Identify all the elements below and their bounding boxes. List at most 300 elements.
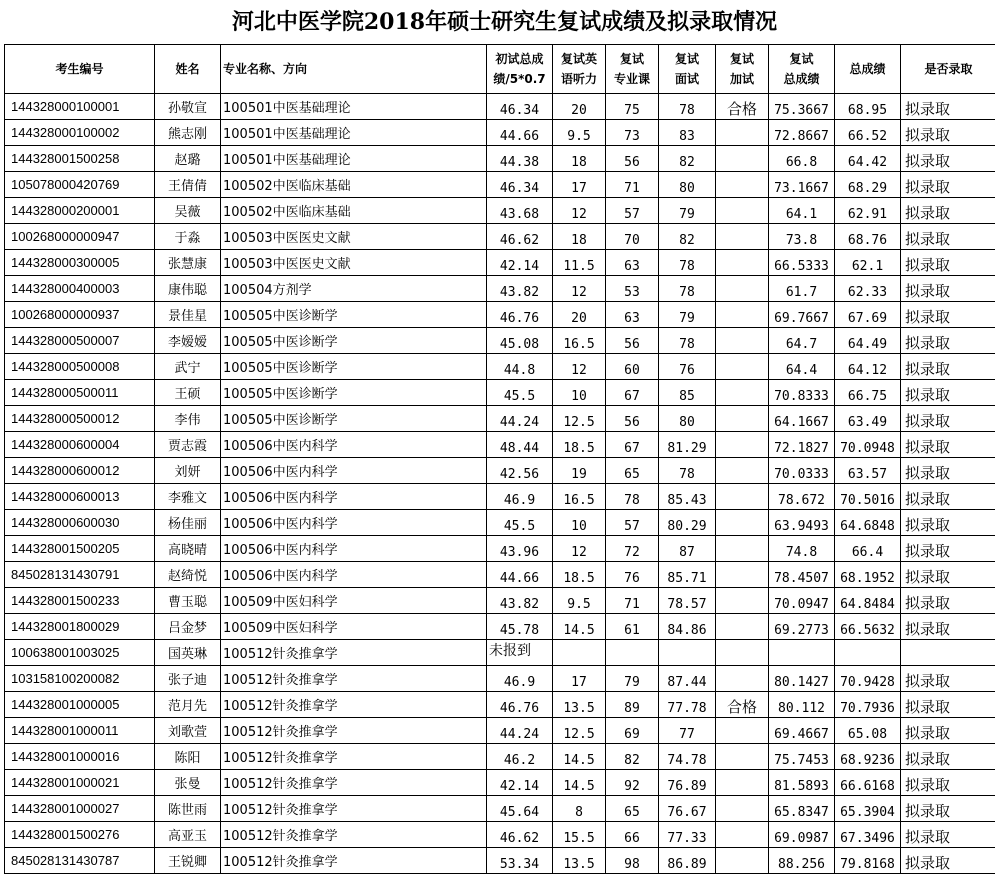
cell-specialty[interactable]: 57 <box>606 510 659 536</box>
cell-major[interactable]: 100503中医医史文献 <box>221 224 487 250</box>
cell-initial[interactable]: 42.56 <box>487 458 553 484</box>
cell-total[interactable]: 66.6168 <box>835 770 901 796</box>
cell-total[interactable]: 70.0948 <box>835 432 901 458</box>
cell-specialty[interactable]: 92 <box>606 770 659 796</box>
cell-admit[interactable]: 拟录取 <box>901 848 995 874</box>
cell-specialty[interactable]: 76 <box>606 562 659 588</box>
cell-initial[interactable]: 46.9 <box>487 666 553 692</box>
table-row[interactable] <box>5 796 995 822</box>
cell-english[interactable]: 12 <box>553 198 606 224</box>
table-row[interactable] <box>5 432 995 458</box>
cell-id[interactable]: 144328000500011 <box>5 380 155 406</box>
cell-major[interactable]: 100503中医医史文献 <box>221 250 487 276</box>
table-row[interactable] <box>5 718 995 744</box>
cell-id[interactable]: 144328000600012 <box>5 458 155 484</box>
cell-retest-total[interactable]: 73.8 <box>769 224 835 250</box>
cell-english[interactable]: 16.5 <box>553 484 606 510</box>
cell-interview[interactable]: 86.89 <box>659 848 716 874</box>
cell-retest-total[interactable]: 73.1667 <box>769 172 835 198</box>
cell-initial[interactable]: 42.14 <box>487 250 553 276</box>
cell-specialty[interactable]: 67 <box>606 380 659 406</box>
cell-name[interactable]: 李伟 <box>155 406 221 432</box>
cell-english[interactable]: 11.5 <box>553 250 606 276</box>
cell-major[interactable]: 100506中医内科学 <box>221 510 487 536</box>
cell-admit[interactable] <box>901 640 995 666</box>
cell-name[interactable]: 刘歌萱 <box>155 718 221 744</box>
cell-interview[interactable]: 79 <box>659 198 716 224</box>
cell-admit[interactable]: 拟录取 <box>901 120 995 146</box>
table-row[interactable] <box>5 640 995 666</box>
cell-admit[interactable]: 拟录取 <box>901 796 995 822</box>
table-row[interactable] <box>5 510 995 536</box>
cell-specialty[interactable]: 56 <box>606 406 659 432</box>
cell-name[interactable]: 张曼 <box>155 770 221 796</box>
cell-bonus[interactable] <box>716 146 769 172</box>
cell-bonus[interactable] <box>716 588 769 614</box>
cell-english[interactable]: 20 <box>553 302 606 328</box>
col-header-retest-total[interactable] <box>769 45 835 94</box>
cell-retest-total[interactable]: 70.0333 <box>769 458 835 484</box>
cell-name[interactable]: 刘妍 <box>155 458 221 484</box>
cell-major[interactable]: 100506中医内科学 <box>221 432 487 458</box>
cell-admit[interactable]: 拟录取 <box>901 146 995 172</box>
cell-english[interactable]: 20 <box>553 94 606 120</box>
table-row[interactable] <box>5 588 995 614</box>
cell-initial[interactable]: 44.66 <box>487 120 553 146</box>
cell-english[interactable]: 17 <box>553 666 606 692</box>
cell-total[interactable]: 68.76 <box>835 224 901 250</box>
cell-specialty[interactable]: 72 <box>606 536 659 562</box>
cell-retest-total[interactable]: 80.112 <box>769 692 835 718</box>
cell-bonus[interactable] <box>716 198 769 224</box>
cell-retest-total[interactable]: 66.5333 <box>769 250 835 276</box>
cell-admit[interactable]: 拟录取 <box>901 380 995 406</box>
cell-id[interactable]: 845028131430787 <box>5 848 155 874</box>
cell-retest-total[interactable]: 70.0947 <box>769 588 835 614</box>
table-row[interactable] <box>5 172 995 198</box>
cell-english[interactable]: 12.5 <box>553 718 606 744</box>
cell-admit[interactable]: 拟录取 <box>901 536 995 562</box>
cell-retest-total[interactable]: 75.7453 <box>769 744 835 770</box>
cell-retest-total[interactable]: 64.4 <box>769 354 835 380</box>
cell-interview[interactable]: 78 <box>659 276 716 302</box>
cell-major[interactable]: 100501中医基础理论 <box>221 120 487 146</box>
cell-initial[interactable]: 44.24 <box>487 718 553 744</box>
cell-major[interactable]: 100509中医妇科学 <box>221 614 487 640</box>
cell-id[interactable]: 144328001500258 <box>5 146 155 172</box>
table-row[interactable] <box>5 302 995 328</box>
cell-bonus[interactable] <box>716 484 769 510</box>
cell-id[interactable]: 144328000300005 <box>5 250 155 276</box>
cell-admit[interactable]: 拟录取 <box>901 588 995 614</box>
cell-interview[interactable]: 77 <box>659 718 716 744</box>
cell-id[interactable]: 100268000000947 <box>5 224 155 250</box>
col-header-id[interactable]: 考生编号 <box>5 45 155 94</box>
cell-interview[interactable]: 83 <box>659 120 716 146</box>
cell-interview[interactable]: 76.67 <box>659 796 716 822</box>
cell-admit[interactable]: 拟录取 <box>901 250 995 276</box>
cell-english[interactable]: 10 <box>553 510 606 536</box>
cell-total[interactable]: 62.1 <box>835 250 901 276</box>
cell-retest-total[interactable]: 65.8347 <box>769 796 835 822</box>
cell-interview[interactable]: 78 <box>659 94 716 120</box>
cell-specialty[interactable]: 63 <box>606 250 659 276</box>
table-row[interactable] <box>5 146 995 172</box>
cell-admit[interactable]: 拟录取 <box>901 562 995 588</box>
cell-retest-total[interactable]: 80.1427 <box>769 666 835 692</box>
cell-total[interactable]: 65.3904 <box>835 796 901 822</box>
cell-interview[interactable]: 80.29 <box>659 510 716 536</box>
cell-major[interactable]: 100502中医临床基础 <box>221 198 487 224</box>
cell-english[interactable]: 12 <box>553 276 606 302</box>
cell-bonus[interactable] <box>716 822 769 848</box>
cell-id[interactable]: 144328001000011 <box>5 718 155 744</box>
cell-major[interactable]: 100512针灸推拿学 <box>221 796 487 822</box>
cell-bonus[interactable] <box>716 640 769 666</box>
cell-admit[interactable]: 拟录取 <box>901 744 995 770</box>
cell-retest-total[interactable] <box>769 640 835 666</box>
cell-admit[interactable]: 拟录取 <box>901 458 995 484</box>
cell-total[interactable]: 65.08 <box>835 718 901 744</box>
cell-id[interactable]: 144328001000021 <box>5 770 155 796</box>
cell-id[interactable]: 144328001000016 <box>5 744 155 770</box>
cell-specialty[interactable]: 71 <box>606 172 659 198</box>
cell-name[interactable]: 王锐卿 <box>155 848 221 874</box>
cell-name[interactable]: 王硕 <box>155 380 221 406</box>
cell-english[interactable]: 16.5 <box>553 328 606 354</box>
cell-name[interactable]: 李雅文 <box>155 484 221 510</box>
cell-major[interactable]: 100506中医内科学 <box>221 536 487 562</box>
cell-bonus[interactable] <box>716 120 769 146</box>
cell-interview[interactable]: 85.71 <box>659 562 716 588</box>
cell-name[interactable]: 高晓晴 <box>155 536 221 562</box>
cell-english[interactable]: 14.5 <box>553 770 606 796</box>
cell-specialty[interactable]: 89 <box>606 692 659 718</box>
cell-bonus[interactable] <box>716 276 769 302</box>
cell-major[interactable]: 100501中医基础理论 <box>221 146 487 172</box>
cell-admit[interactable]: 拟录取 <box>901 224 995 250</box>
cell-specialty[interactable]: 56 <box>606 146 659 172</box>
cell-interview[interactable]: 78 <box>659 328 716 354</box>
cell-interview[interactable]: 78 <box>659 458 716 484</box>
cell-specialty[interactable]: 57 <box>606 198 659 224</box>
cell-admit[interactable]: 拟录取 <box>901 198 995 224</box>
cell-major[interactable]: 100509中医妇科学 <box>221 588 487 614</box>
cell-total[interactable]: 70.7936 <box>835 692 901 718</box>
cell-admit[interactable]: 拟录取 <box>901 770 995 796</box>
cell-interview[interactable]: 77.33 <box>659 822 716 848</box>
cell-specialty[interactable]: 75 <box>606 94 659 120</box>
cell-english[interactable] <box>553 640 606 666</box>
cell-admit[interactable]: 拟录取 <box>901 172 995 198</box>
col-header-major[interactable]: 专业名称、方向 <box>221 45 487 94</box>
cell-major[interactable]: 100505中医诊断学 <box>221 302 487 328</box>
cell-specialty[interactable]: 71 <box>606 588 659 614</box>
cell-initial[interactable]: 44.24 <box>487 406 553 432</box>
cell-name[interactable]: 武宁 <box>155 354 221 380</box>
cell-interview[interactable]: 82 <box>659 224 716 250</box>
cell-admit[interactable]: 拟录取 <box>901 692 995 718</box>
cell-specialty[interactable]: 65 <box>606 796 659 822</box>
cell-english[interactable]: 14.5 <box>553 744 606 770</box>
cell-total[interactable]: 67.3496 <box>835 822 901 848</box>
cell-major[interactable]: 100512针灸推拿学 <box>221 848 487 874</box>
cell-initial[interactable]: 45.5 <box>487 510 553 536</box>
cell-initial[interactable]: 46.76 <box>487 302 553 328</box>
cell-specialty[interactable] <box>606 640 659 666</box>
col-header-name[interactable]: 姓名 <box>155 45 221 94</box>
cell-bonus[interactable] <box>716 510 769 536</box>
cell-initial[interactable]: 48.44 <box>487 432 553 458</box>
cell-total[interactable]: 70.5016 <box>835 484 901 510</box>
cell-id[interactable]: 100638001003025 <box>5 640 155 666</box>
cell-interview[interactable]: 80 <box>659 406 716 432</box>
cell-english[interactable]: 12 <box>553 536 606 562</box>
table-row[interactable] <box>5 198 995 224</box>
cell-id[interactable]: 144328000500012 <box>5 406 155 432</box>
cell-english[interactable]: 9.5 <box>553 120 606 146</box>
cell-major[interactable]: 100506中医内科学 <box>221 458 487 484</box>
cell-retest-total[interactable]: 69.2773 <box>769 614 835 640</box>
table-row[interactable] <box>5 120 995 146</box>
cell-admit[interactable]: 拟录取 <box>901 406 995 432</box>
cell-id[interactable]: 144328000400003 <box>5 276 155 302</box>
cell-name[interactable]: 张子迪 <box>155 666 221 692</box>
cell-specialty[interactable]: 98 <box>606 848 659 874</box>
cell-name[interactable]: 国英琳 <box>155 640 221 666</box>
cell-id[interactable]: 144328001500276 <box>5 822 155 848</box>
cell-admit[interactable]: 拟录取 <box>901 822 995 848</box>
cell-name[interactable]: 李嫒嫒 <box>155 328 221 354</box>
cell-specialty[interactable]: 69 <box>606 718 659 744</box>
cell-name[interactable]: 陈世雨 <box>155 796 221 822</box>
cell-major[interactable]: 100504方剂学 <box>221 276 487 302</box>
cell-bonus[interactable] <box>716 380 769 406</box>
cell-english[interactable]: 10 <box>553 380 606 406</box>
cell-total[interactable]: 62.33 <box>835 276 901 302</box>
cell-initial[interactable]: 44.8 <box>487 354 553 380</box>
cell-bonus[interactable] <box>716 666 769 692</box>
cell-bonus[interactable]: 合格 <box>716 94 769 120</box>
cell-major[interactable]: 100512针灸推拿学 <box>221 744 487 770</box>
cell-major[interactable]: 100512针灸推拿学 <box>221 666 487 692</box>
cell-english[interactable]: 15.5 <box>553 822 606 848</box>
col-header-total[interactable]: 总成绩 <box>835 45 901 94</box>
cell-retest-total[interactable]: 75.3667 <box>769 94 835 120</box>
cell-name[interactable]: 康伟聪 <box>155 276 221 302</box>
cell-retest-total[interactable]: 69.0987 <box>769 822 835 848</box>
cell-total[interactable]: 68.9236 <box>835 744 901 770</box>
cell-interview[interactable]: 78.57 <box>659 588 716 614</box>
cell-specialty[interactable]: 61 <box>606 614 659 640</box>
cell-bonus[interactable] <box>716 406 769 432</box>
cell-retest-total[interactable]: 78.4507 <box>769 562 835 588</box>
cell-admit[interactable]: 拟录取 <box>901 94 995 120</box>
cell-interview[interactable] <box>659 640 716 666</box>
cell-retest-total[interactable]: 61.7 <box>769 276 835 302</box>
col-header-admit[interactable]: 是否录取 <box>901 45 995 94</box>
cell-bonus[interactable] <box>716 718 769 744</box>
table-row[interactable] <box>5 848 995 874</box>
cell-name[interactable]: 景佳星 <box>155 302 221 328</box>
cell-total[interactable]: 64.12 <box>835 354 901 380</box>
table-row[interactable] <box>5 354 995 380</box>
cell-id[interactable]: 144328000100001 <box>5 94 155 120</box>
cell-id[interactable]: 103158100200082 <box>5 666 155 692</box>
cell-name[interactable]: 杨佳丽 <box>155 510 221 536</box>
cell-bonus[interactable] <box>716 354 769 380</box>
table-row[interactable] <box>5 744 995 770</box>
cell-bonus[interactable] <box>716 172 769 198</box>
cell-retest-total[interactable]: 64.7 <box>769 328 835 354</box>
cell-initial[interactable]: 45.5 <box>487 380 553 406</box>
cell-name[interactable]: 吕金梦 <box>155 614 221 640</box>
cell-admit[interactable]: 拟录取 <box>901 614 995 640</box>
cell-retest-total[interactable]: 72.8667 <box>769 120 835 146</box>
table-row[interactable] <box>5 380 995 406</box>
cell-major[interactable]: 100512针灸推拿学 <box>221 822 487 848</box>
cell-interview[interactable]: 78 <box>659 250 716 276</box>
cell-bonus[interactable] <box>716 536 769 562</box>
cell-interview[interactable]: 81.29 <box>659 432 716 458</box>
cell-retest-total[interactable]: 69.4667 <box>769 718 835 744</box>
cell-interview[interactable]: 76 <box>659 354 716 380</box>
cell-initial[interactable]: 43.82 <box>487 588 553 614</box>
cell-name[interactable]: 张慧康 <box>155 250 221 276</box>
cell-id[interactable]: 144328001500205 <box>5 536 155 562</box>
cell-total[interactable]: 68.95 <box>835 94 901 120</box>
col-header-bonus[interactable] <box>716 45 769 94</box>
table-row[interactable] <box>5 536 995 562</box>
cell-id[interactable]: 105078000420769 <box>5 172 155 198</box>
cell-initial[interactable]: 未报到 <box>487 640 553 666</box>
cell-admit[interactable]: 拟录取 <box>901 510 995 536</box>
cell-interview[interactable]: 85.43 <box>659 484 716 510</box>
cell-english[interactable]: 9.5 <box>553 588 606 614</box>
cell-id[interactable]: 144328001800029 <box>5 614 155 640</box>
cell-english[interactable]: 12.5 <box>553 406 606 432</box>
cell-retest-total[interactable]: 78.672 <box>769 484 835 510</box>
cell-admit[interactable]: 拟录取 <box>901 484 995 510</box>
cell-name[interactable]: 范月先 <box>155 692 221 718</box>
cell-total[interactable]: 64.8484 <box>835 588 901 614</box>
cell-id[interactable]: 144328000600004 <box>5 432 155 458</box>
cell-initial[interactable]: 46.62 <box>487 822 553 848</box>
cell-interview[interactable]: 87 <box>659 536 716 562</box>
cell-major[interactable]: 100512针灸推拿学 <box>221 770 487 796</box>
cell-english[interactable]: 12 <box>553 354 606 380</box>
cell-total[interactable] <box>835 640 901 666</box>
cell-major[interactable]: 100505中医诊断学 <box>221 354 487 380</box>
cell-initial[interactable]: 44.38 <box>487 146 553 172</box>
table-row[interactable] <box>5 250 995 276</box>
table-row[interactable] <box>5 276 995 302</box>
col-header-initial[interactable] <box>487 45 553 94</box>
cell-interview[interactable]: 85 <box>659 380 716 406</box>
cell-initial[interactable]: 42.14 <box>487 770 553 796</box>
cell-total[interactable]: 68.29 <box>835 172 901 198</box>
cell-specialty[interactable]: 73 <box>606 120 659 146</box>
cell-initial[interactable]: 45.64 <box>487 796 553 822</box>
cell-admit[interactable]: 拟录取 <box>901 328 995 354</box>
cell-specialty[interactable]: 79 <box>606 666 659 692</box>
cell-bonus[interactable] <box>716 848 769 874</box>
cell-bonus[interactable] <box>716 224 769 250</box>
cell-major[interactable]: 100502中医临床基础 <box>221 172 487 198</box>
cell-id[interactable]: 144328000200001 <box>5 198 155 224</box>
cell-total[interactable]: 79.8168 <box>835 848 901 874</box>
cell-retest-total[interactable]: 66.8 <box>769 146 835 172</box>
cell-admit[interactable]: 拟录取 <box>901 302 995 328</box>
cell-initial[interactable]: 45.78 <box>487 614 553 640</box>
col-header-specialty[interactable] <box>606 45 659 94</box>
cell-bonus[interactable] <box>716 458 769 484</box>
cell-name[interactable]: 贾志霞 <box>155 432 221 458</box>
cell-initial[interactable]: 46.2 <box>487 744 553 770</box>
cell-initial[interactable]: 44.66 <box>487 562 553 588</box>
table-row[interactable] <box>5 822 995 848</box>
cell-initial[interactable]: 43.82 <box>487 276 553 302</box>
cell-interview[interactable]: 87.44 <box>659 666 716 692</box>
cell-initial[interactable]: 43.96 <box>487 536 553 562</box>
cell-interview[interactable]: 80 <box>659 172 716 198</box>
cell-id[interactable]: 144328001000005 <box>5 692 155 718</box>
cell-interview[interactable]: 84.86 <box>659 614 716 640</box>
cell-retest-total[interactable]: 88.256 <box>769 848 835 874</box>
table-row[interactable] <box>5 94 995 120</box>
cell-id[interactable]: 144328001000027 <box>5 796 155 822</box>
cell-admit[interactable]: 拟录取 <box>901 276 995 302</box>
cell-retest-total[interactable]: 63.9493 <box>769 510 835 536</box>
cell-name[interactable]: 熊志刚 <box>155 120 221 146</box>
cell-name[interactable]: 孙敬宣 <box>155 94 221 120</box>
table-row[interactable] <box>5 406 995 432</box>
cell-initial[interactable]: 46.34 <box>487 172 553 198</box>
cell-major[interactable]: 100505中医诊断学 <box>221 328 487 354</box>
cell-bonus[interactable] <box>716 562 769 588</box>
table-row[interactable] <box>5 328 995 354</box>
cell-total[interactable]: 62.91 <box>835 198 901 224</box>
cell-specialty[interactable]: 67 <box>606 432 659 458</box>
table-row[interactable] <box>5 562 995 588</box>
col-header-english[interactable] <box>553 45 606 94</box>
cell-id[interactable]: 144328000600013 <box>5 484 155 510</box>
cell-admit[interactable]: 拟录取 <box>901 432 995 458</box>
cell-total[interactable]: 64.49 <box>835 328 901 354</box>
cell-initial[interactable]: 46.9 <box>487 484 553 510</box>
cell-retest-total[interactable]: 81.5893 <box>769 770 835 796</box>
cell-specialty[interactable]: 56 <box>606 328 659 354</box>
cell-name[interactable]: 曹玉聪 <box>155 588 221 614</box>
cell-total[interactable]: 66.52 <box>835 120 901 146</box>
cell-retest-total[interactable]: 74.8 <box>769 536 835 562</box>
cell-name[interactable]: 吴薇 <box>155 198 221 224</box>
cell-total[interactable]: 63.49 <box>835 406 901 432</box>
table-row[interactable] <box>5 224 995 250</box>
cell-interview[interactable]: 76.89 <box>659 770 716 796</box>
cell-id[interactable]: 100268000000937 <box>5 302 155 328</box>
cell-id[interactable]: 144328000500008 <box>5 354 155 380</box>
cell-specialty[interactable]: 63 <box>606 302 659 328</box>
cell-initial[interactable]: 43.68 <box>487 198 553 224</box>
cell-total[interactable]: 64.42 <box>835 146 901 172</box>
cell-admit[interactable]: 拟录取 <box>901 666 995 692</box>
cell-major[interactable]: 100506中医内科学 <box>221 562 487 588</box>
cell-admit[interactable]: 拟录取 <box>901 354 995 380</box>
cell-bonus[interactable]: 合格 <box>716 692 769 718</box>
cell-specialty[interactable]: 65 <box>606 458 659 484</box>
cell-initial[interactable]: 53.34 <box>487 848 553 874</box>
